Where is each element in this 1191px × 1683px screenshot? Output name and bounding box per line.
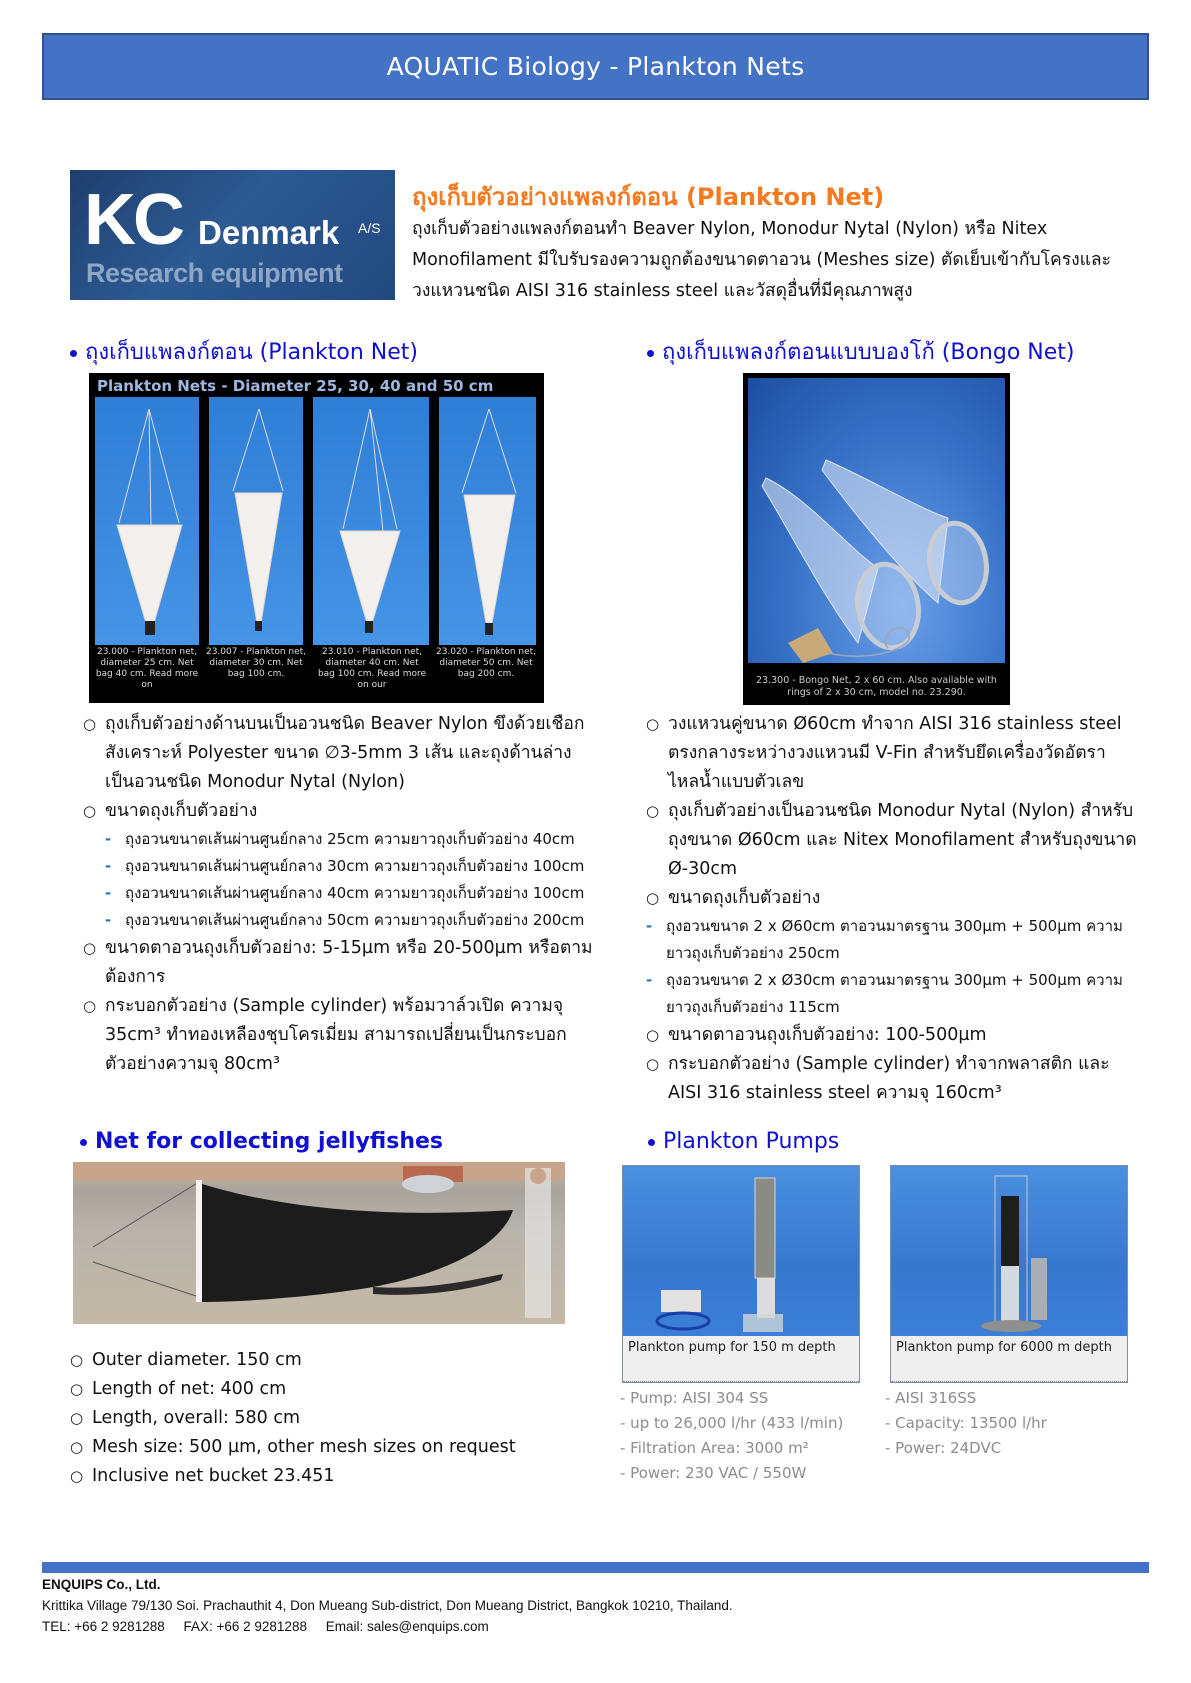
plankton-nets-photo bbox=[89, 373, 544, 703]
photo-title: Plankton Nets - Diameter 25, 30, 40 and 50 cm bbox=[97, 377, 494, 395]
bongo-net-illustration bbox=[748, 378, 1005, 663]
spec-line: - Capacity: 13500 l/hr bbox=[885, 1414, 1047, 1432]
size-item: - ถุงอวนขนาดเส้นผ่านศูนย์กลาง 30cm ความยาวถุงเก็บตัวอย่าง 100cm bbox=[105, 853, 595, 880]
dash-icon: - bbox=[105, 830, 112, 848]
footer bbox=[42, 1574, 733, 1637]
intro-heading: ถุงเก็บตัวอย่างแพลงก์ตอน (Plankton Net) bbox=[412, 183, 885, 211]
list-item: ○ ขนาดถุงเก็บตัวอย่าง bbox=[105, 797, 595, 826]
pump-150m-caption: Plankton pump for 150 m depth bbox=[628, 1340, 836, 1355]
dash-icon: - bbox=[646, 971, 653, 989]
bongo-net-heading bbox=[647, 338, 1075, 368]
intro-section bbox=[412, 180, 1152, 307]
footer-contact: TEL: +66 2 9281288 FAX: +66 2 9281288 Email: sales@enquips.com bbox=[42, 1619, 489, 1634]
circle-bullet-icon: ○ bbox=[70, 1380, 84, 1398]
jellyfish-heading bbox=[80, 1127, 443, 1157]
dash-icon: - bbox=[105, 857, 112, 875]
circle-bullet-icon: ○ bbox=[70, 1467, 84, 1485]
photo-caption-3: 23.010 - Plankton net, diameter 40 cm. Net bag 100 cm. Read more on our bbox=[317, 647, 427, 690]
footer-company: ENQUIPS Co., Ltd. bbox=[42, 1577, 161, 1592]
bongo-net-list bbox=[646, 710, 1138, 1108]
plankton-net-list bbox=[83, 710, 595, 1079]
pump-150m-photo bbox=[623, 1166, 859, 1336]
bullet-icon bbox=[70, 350, 77, 357]
circle-bullet-icon: ○ bbox=[646, 1055, 660, 1073]
circle-bullet-icon: ○ bbox=[70, 1351, 84, 1369]
circle-bullet-icon: ○ bbox=[70, 1438, 84, 1456]
jellyfish-net-illustration bbox=[73, 1162, 565, 1324]
net-cones-illustration bbox=[89, 373, 544, 647]
size-item: - ถุงอวนขนาดเส้นผ่านศูนย์กลาง 50cm ความยาวถุงเก็บตัวอย่าง 200cm bbox=[105, 907, 595, 934]
dash-icon: - bbox=[105, 911, 112, 929]
logo-kc: KC bbox=[84, 180, 182, 260]
footer-divider bbox=[42, 1562, 1149, 1573]
bullet-icon bbox=[647, 350, 654, 357]
jellyfish-spec-list bbox=[70, 1346, 572, 1491]
list-item: ○ ขนาดตาอวนถุงเก็บตัวอย่าง: 5-15µm หรือ 20-500µm หรือตามต้องการ bbox=[105, 934, 595, 992]
bullet-icon bbox=[80, 1139, 87, 1146]
size-item: - ถุงอวนขนาดเส้นผ่านศูนย์กลาง 25cm ความยาวถุงเก็บตัวอย่าง 40cm bbox=[105, 826, 595, 853]
list-item: ○ ถุงเก็บตัวอย่างเป็นอวนชนิด Monodur Nytal (Nylon) สำหรับถุงขนาด Ø60cm และ Nitex Monofilament สำหรับถุงขนาด Ø-30cm bbox=[668, 797, 1138, 884]
list-item: ○ กระบอกตัวอย่าง (Sample cylinder) พร้อมวาล์วเปิด ความจุ 35cm³ ทำทองเหลืองชุบโครเมี่ยม สามารถเปลี่ยนเป็นกระบอกตัวอย่างความจุ 80cm³ bbox=[105, 992, 595, 1079]
circle-bullet-icon: ○ bbox=[646, 889, 660, 907]
pump-card-150m bbox=[622, 1165, 860, 1383]
jellyfish-net-photo bbox=[73, 1162, 565, 1324]
photo-caption-1: 23.000 - Plankton net, diameter 25 cm. Net bag 40 cm. Read more on bbox=[95, 647, 199, 690]
spec-line: - Power: 24DVC bbox=[885, 1439, 1002, 1457]
intro-body: ถุงเก็บตัวอย่างแพลงก์ตอนทำ Beaver Nylon, Monodur Nytal (Nylon) หรือ Nitex Monofilament มีใบรับรองความถูกต้องขนาดตาอวน (Meshes size) ตัดเย็บเข้ากับโครงและวงแหวนชนิด AISI 316 stainless steel และวัสดุอื่นที่มีคุณภาพสูง bbox=[412, 219, 1112, 301]
jellyfish-heading-text: Net for collecting jellyfishes bbox=[95, 1129, 443, 1154]
list-item: ○ ขนาดถุงเก็บตัวอย่าง bbox=[668, 884, 1138, 913]
circle-bullet-icon: ○ bbox=[646, 715, 660, 733]
list-item: ○ Inclusive net bucket 23.451 bbox=[92, 1462, 572, 1491]
list-item: ○ Outer diameter. 150 cm bbox=[92, 1346, 572, 1375]
circle-bullet-icon: ○ bbox=[83, 939, 97, 957]
size-item: - ถุงอวนขนาดเส้นผ่านศูนย์กลาง 40cm ความยาวถุงเก็บตัวอย่าง 100cm bbox=[105, 880, 595, 907]
bongo-net-photo bbox=[743, 373, 1010, 705]
spec-line: - up to 26,000 l/hr (433 l/min) bbox=[620, 1414, 844, 1432]
spec-line: - AISI 316SS bbox=[885, 1389, 977, 1407]
plankton-net-heading-text: ถุงเก็บแพลงก์ตอน (Plankton Net) bbox=[85, 340, 418, 365]
size-item: - ถุงอวนขนาด 2 x Ø30cm ตาอวนมาตรฐาน 300µm + 500µm ความยาวถุงเก็บตัวอย่าง 115cm bbox=[646, 967, 1138, 1021]
logo-suffix: A/S bbox=[358, 220, 381, 236]
circle-bullet-icon: ○ bbox=[83, 802, 97, 820]
pump-6000m-photo bbox=[891, 1166, 1127, 1336]
page-title: AQUATIC Biology - Plankton Nets bbox=[386, 52, 805, 81]
plankton-net-heading bbox=[70, 338, 418, 368]
list-item: ○ กระบอกตัวอย่าง (Sample cylinder) ทำจากพลาสติก และ AISI 316 stainless steel ความจุ 160cm³ bbox=[668, 1050, 1138, 1108]
pump-150m-specs bbox=[620, 1386, 843, 1486]
spec-line: - Pump: AISI 304 SS bbox=[620, 1389, 769, 1407]
spec-line: - Power: 230 VAC / 550W bbox=[620, 1464, 807, 1482]
circle-bullet-icon: ○ bbox=[83, 997, 97, 1015]
bongo-photo-caption: 23.300 - Bongo Net, 2 x 60 cm. Also available with rings of 2 x 30 cm, model no. 23.290. bbox=[756, 675, 997, 698]
photo-caption-4: 23.020 - Plankton net, diameter 50 cm. Net bag 200 cm. bbox=[435, 647, 537, 679]
pumps-heading bbox=[648, 1127, 839, 1157]
list-item: ○ Mesh size: 500 µm, other mesh sizes on request bbox=[92, 1433, 572, 1462]
pumps-heading-text: Plankton Pumps bbox=[663, 1129, 840, 1154]
list-item: ○ ขนาดตาอวนถุงเก็บตัวอย่าง: 100-500µm bbox=[668, 1021, 1138, 1050]
dash-icon: - bbox=[646, 917, 653, 935]
circle-bullet-icon: ○ bbox=[646, 1026, 660, 1044]
size-item: - ถุงอวนขนาด 2 x Ø60cm ตาอวนมาตรฐาน 300µm + 500µm ความยาวถุงเก็บตัวอย่าง 250cm bbox=[646, 913, 1138, 967]
list-item: ○ Length, overall: 580 cm bbox=[92, 1404, 572, 1433]
pump-card-6000m bbox=[890, 1165, 1128, 1383]
circle-bullet-icon: ○ bbox=[646, 802, 660, 820]
circle-bullet-icon: ○ bbox=[70, 1409, 84, 1427]
circle-bullet-icon: ○ bbox=[83, 715, 97, 733]
list-item: ○ วงแหวนคู่ขนาด Ø60cm ทำจาก AISI 316 stainless steel ตรงกลางระหว่างวงแหวนมี V-Fin สำหรับยึดเครื่องวัดอัตราไหลน้ำแบบตัวเลข bbox=[668, 710, 1138, 797]
bullet-icon bbox=[648, 1139, 655, 1146]
bongo-net-heading-text: ถุงเก็บแพลงก์ตอนแบบบองโก้ (Bongo Net) bbox=[662, 340, 1075, 365]
list-item: ○ Length of net: 400 cm bbox=[92, 1375, 572, 1404]
pump-6000m-caption: Plankton pump for 6000 m depth bbox=[896, 1340, 1113, 1355]
footer-address: Krittika Village 79/130 Soi. Prachauthit 4, Don Mueang Sub-district, Don Mueang District, Bangkok 10210, Thailand. bbox=[42, 1598, 733, 1613]
logo-denmark: Denmark bbox=[198, 214, 340, 251]
logo-tagline: Research equipment bbox=[86, 258, 343, 288]
spec-line: - Filtration Area: 3000 m² bbox=[620, 1439, 809, 1457]
pump-6000m-specs bbox=[885, 1386, 1047, 1461]
photo-caption-2: 23.007 - Plankton net, diameter 30 cm. Net bag 100 cm. bbox=[205, 647, 307, 679]
list-item: ○ ถุงเก็บตัวอย่างด้านบนเป็นอวนชนิด Beaver Nylon ขึงด้วยเชือกสังเคราะห์ Polyester ขนาด ∅3-5mm 3 เส้น และถุงด้านล่างเป็นอวนชนิด Monodur Nytal (Nylon) bbox=[105, 710, 595, 797]
page-title-bar bbox=[42, 33, 1149, 100]
dash-icon: - bbox=[105, 884, 112, 902]
kc-denmark-logo bbox=[70, 170, 395, 300]
